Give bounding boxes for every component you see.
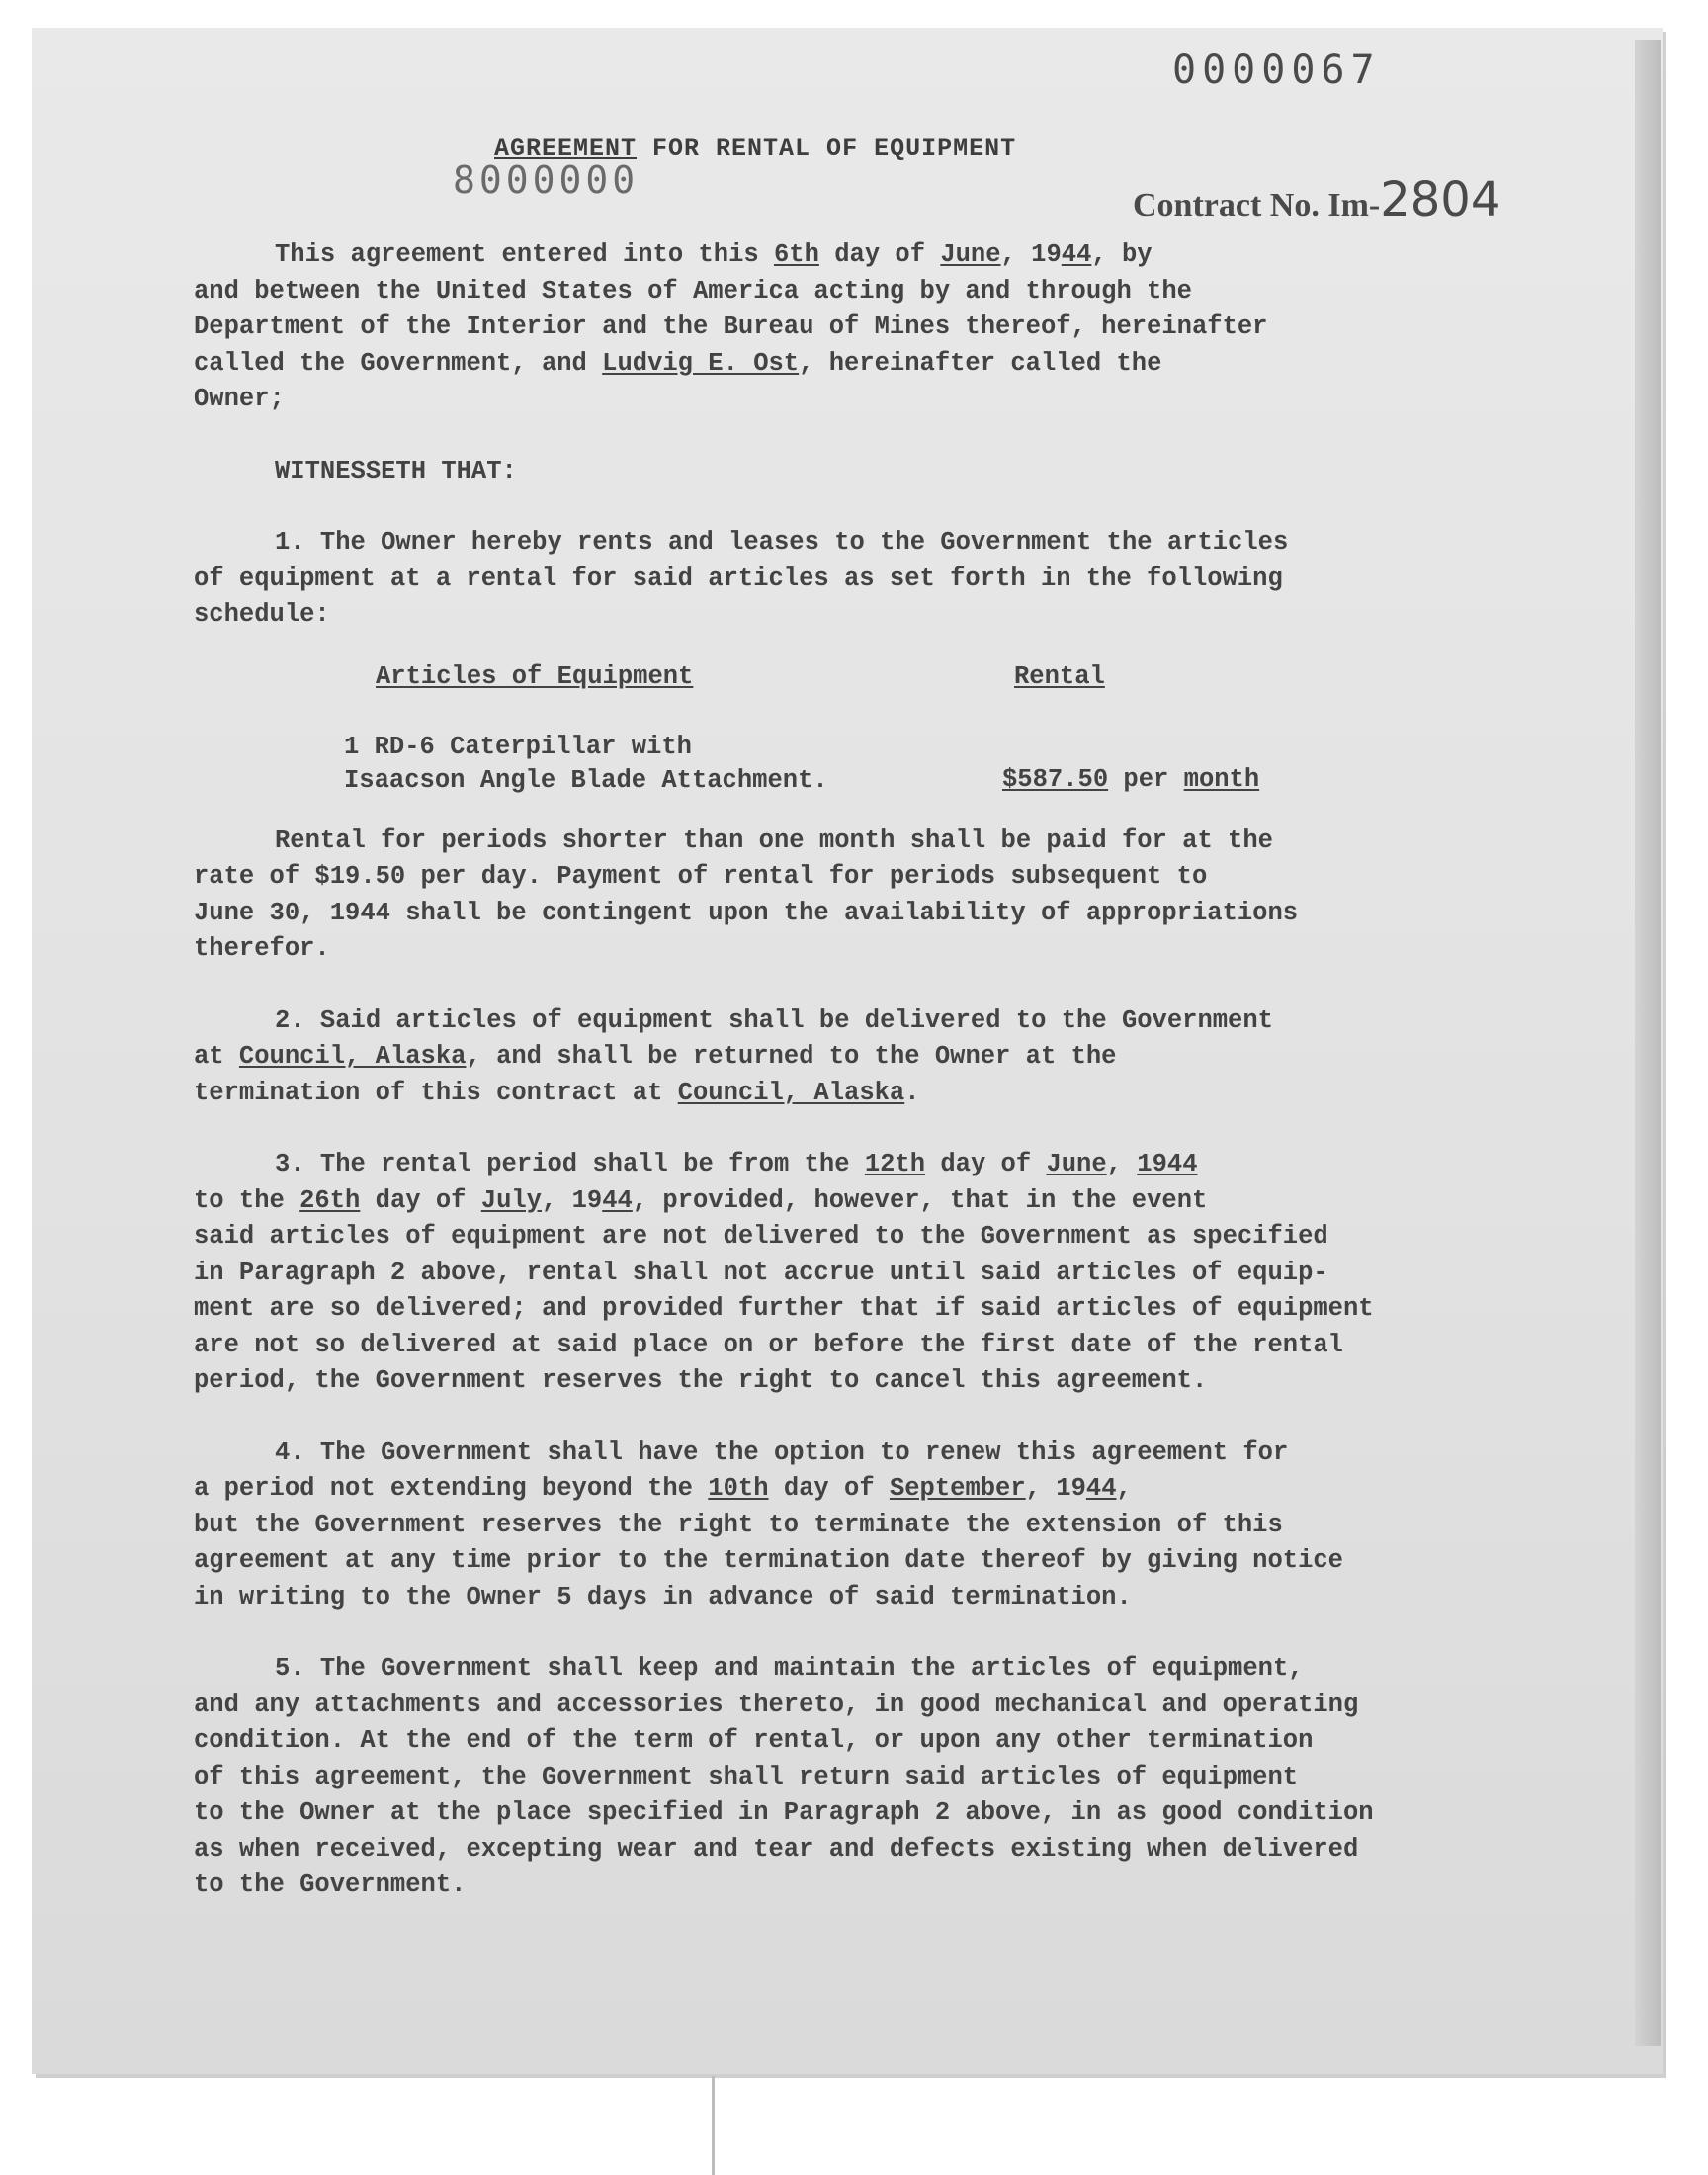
para3-line-1	[194, 1147, 1508, 1183]
schedule-rate	[1002, 762, 1259, 799]
period-end-day-field: 26th	[299, 1185, 361, 1215]
document-title	[494, 134, 1016, 163]
contract-number-stamp	[1133, 172, 1500, 227]
schedule-header-articles: Articles of Equipment	[376, 661, 694, 691]
para1-line-2: of equipment at a rental for said articles as set forth in the following	[194, 564, 1283, 593]
contract-number: 2804	[1380, 172, 1501, 227]
intro-text: day of	[818, 240, 941, 269]
para3-text: ,	[1106, 1150, 1138, 1178]
para5-line-6: as when received, excepting wear and tear and defects existing when delivered	[194, 1834, 1359, 1864]
intro-line-5: Owner;	[194, 385, 285, 413]
intro-text: , by	[1091, 240, 1153, 269]
para3-text: , 19	[541, 1185, 603, 1215]
period-end-month-field: July	[480, 1185, 542, 1215]
para3-line-7: period, the Government reserves the right to cancel this agreement.	[194, 1366, 1208, 1395]
title-first-word: AGREEMENT	[494, 134, 638, 163]
rental-note-line-3: June 30, 1944 shall be contingent upon the availability of appropriations	[194, 898, 1299, 927]
para2-text: at	[194, 1042, 239, 1071]
contract-label: Contract No. Im-	[1133, 187, 1381, 223]
para3-line-5: ment are so delivered; and provided further that if said articles of equipment	[194, 1294, 1374, 1323]
period-end-year-field: 44	[602, 1185, 633, 1215]
item-line-1: 1 RD-6 Caterpillar with	[344, 732, 692, 761]
para3-text: day of	[360, 1185, 481, 1215]
period-start-month-field: June	[1046, 1150, 1107, 1178]
schedule-item	[344, 731, 828, 798]
delivery-location-field: Council, Alaska	[238, 1042, 467, 1071]
para5-line-4: of this agreement, the Government shall return said articles of equipment	[194, 1762, 1299, 1791]
para5-line-3: condition. At the end of the term of rental, or upon any other termination	[194, 1726, 1314, 1755]
para3-text: day of	[925, 1150, 1047, 1178]
rental-period-field: month	[1183, 764, 1260, 794]
renewal-day-field: 10th	[708, 1474, 769, 1503]
intro-text: called the Government, and	[194, 348, 603, 378]
para1-line-3: schedule:	[194, 600, 330, 629]
para4-line-2	[194, 1471, 1508, 1508]
para5-line-7: to the Government.	[194, 1870, 467, 1899]
rate-per: per	[1108, 764, 1184, 794]
para1-line-1: 1. The Owner hereby rents and leases to the Government the articles	[275, 528, 1289, 557]
para3-line-4: in Paragraph 2 above, rental shall not accrue until said articles of equip-	[194, 1258, 1328, 1287]
para4-text: day of	[768, 1474, 890, 1503]
intro-text: , 19	[1000, 240, 1062, 269]
para4-text: , 19	[1025, 1474, 1086, 1503]
equipment-schedule	[194, 659, 1508, 808]
document-serial-number: 0000067	[1172, 47, 1381, 93]
para5-line-5: to the Owner at the place specified in Paragraph 2 above, in as good condition	[194, 1798, 1374, 1827]
intro-line-1	[194, 237, 1508, 274]
period-start-day-field: 12th	[864, 1150, 926, 1178]
rental-amount-field: $587.50	[1002, 764, 1109, 794]
intro-line-3: Department of the Interior and the Bureau of Mines thereof, hereinafter	[194, 312, 1268, 341]
para3-line-3: said articles of equipment are not delivered to the Government as specified	[194, 1222, 1328, 1251]
faint-stamped-number: 8000000	[453, 158, 640, 202]
agreement-year-field: 44	[1061, 240, 1092, 269]
para2-line-2	[194, 1039, 1508, 1076]
para4-line-3: but the Government reserves the right to terminate the extension of this	[194, 1510, 1283, 1539]
agreement-body	[194, 237, 1508, 1904]
return-location-field: Council, Alaska	[677, 1078, 905, 1107]
agreement-day-field: 6th	[773, 240, 819, 269]
para2-line-3	[194, 1076, 1508, 1112]
para4-text: ,	[1116, 1474, 1132, 1503]
schedule-header-rental: Rental	[1014, 661, 1105, 691]
para3-line-6: are not so delivered at said place on or before the first date of the rental	[194, 1330, 1343, 1359]
para4-line-1: 4. The Government shall have the option to renew this agreement for	[275, 1437, 1289, 1467]
rental-note-line-4: therefor.	[194, 934, 330, 963]
para2-text: , and shall be returned to the Owner at the	[466, 1042, 1117, 1071]
title-rest: FOR RENTAL OF EQUIPMENT	[637, 134, 1017, 163]
intro-line-4	[194, 346, 1508, 383]
agreement-month-field: June	[940, 240, 1001, 269]
renewal-year-field: 44	[1085, 1474, 1117, 1503]
para3-text: 3. The rental period shall be from the	[275, 1150, 865, 1178]
para3-line-2	[194, 1183, 1508, 1220]
rental-note-line-2: rate of $19.50 per day. Payment of rental for periods subsequent to	[194, 862, 1208, 891]
rental-note-line-1: Rental for periods shorter than one month shall be paid for at the	[275, 826, 1273, 855]
sheet-shadow-edge	[1635, 40, 1661, 2046]
para3-text: to the	[194, 1185, 300, 1215]
para4-text: a period not extending beyond the	[194, 1474, 709, 1503]
para2-text: termination of this contract at	[194, 1078, 678, 1107]
item-line-2: Isaacson Angle Blade Attachment.	[344, 765, 828, 795]
intro-line-2: and between the United States of America acting by and through the	[194, 276, 1192, 305]
period-start-year-field: 1944	[1137, 1150, 1198, 1178]
owner-name-field: Ludvig E. Ost	[602, 348, 800, 378]
intro-text: , hereinafter called the	[799, 348, 1162, 378]
para2-line-1: 2. Said articles of equipment shall be delivered to the Government	[275, 1005, 1273, 1035]
para5-line-1: 5. The Government shall keep and maintain the articles of equipment,	[275, 1654, 1304, 1683]
para4-line-5: in writing to the Owner 5 days in advance of said termination.	[194, 1582, 1132, 1611]
para3-text: , provided, however, that in the event	[632, 1185, 1208, 1215]
para5-line-2: and any attachments and accessories thereto, in good mechanical and operating	[194, 1690, 1359, 1719]
witnesseth-heading: WITNESSETH THAT:	[275, 456, 517, 485]
intro-text: This agreement entered into this	[275, 240, 774, 269]
renewal-month-field: September	[889, 1474, 1026, 1503]
scan-fold-line	[712, 2076, 715, 2175]
para2-text: .	[904, 1078, 920, 1107]
para4-line-4: agreement at any time prior to the termination date thereof by giving notice	[194, 1546, 1343, 1575]
